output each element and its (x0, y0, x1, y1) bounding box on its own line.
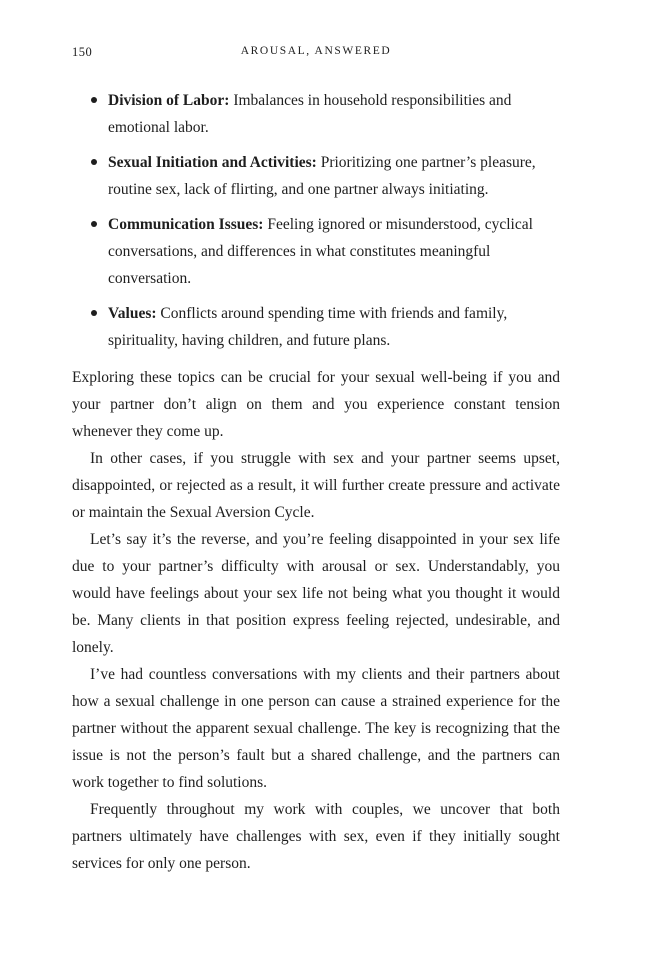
bullet-term: Sexual Initiation and Activities: (108, 154, 317, 171)
body-paragraph: Let’s say it’s the reverse, and you’re feeling disappointed in your sex life due to your partner’s difficulty with arousal or sex. Understandably, you would have feelings about your sex life not being what you thought it would be. Many clients in that position express feeling rejected, undesirable, and lonely. (72, 531, 560, 656)
page-body (72, 87, 560, 877)
bullet-item-sexual-initiation (72, 149, 560, 203)
body-paragraph: I’ve had countless conversations with my clients and their partners about how a sexual challenge in one person can cause a strained experience for the partner without the apparent sexual challenge. The key is recognizing that the issue is not the person’s fault but a shared challenge, and the partners can work together to find solutions. (72, 666, 560, 791)
bullet-item-values (72, 300, 560, 354)
body-paragraph: In other cases, if you struggle with sex and your partner seems upset, disappointed, or rejected as a result, it will further create pressure and activate or maintain the Sexual Aversion Cycle. (72, 450, 560, 521)
bullet-list (72, 87, 560, 354)
bullet-term: Values: (108, 305, 157, 322)
bullet-term: Division of Labor: (108, 92, 230, 109)
bullet-text: Conflicts around spending time with friends and family, spirituality, having children, and future plans. (108, 305, 508, 349)
bullet-item-division-of-labor (72, 87, 560, 141)
running-title: AROUSAL, ANSWERED (240, 45, 392, 57)
body-paragraph: Frequently throughout my work with couples, we uncover that both partners ultimately have challenges with sex, even if they initially sought services for only one person. (72, 801, 560, 872)
bullet-item-communication-issues (72, 211, 560, 292)
bullet-text: Imbalances in household responsibilities and emotional labor. (108, 92, 512, 136)
body-paragraph: Exploring these topics can be crucial for your sexual well-being if you and your partner don’t align on them and you experience constant tension whenever they come up. (72, 369, 560, 440)
bullet-text: Prioritizing one partner’s pleasure, routine sex, lack of flirting, and one partner always initiating. (108, 154, 536, 198)
page-header (72, 45, 560, 65)
bullet-term: Communication Issues: (108, 216, 264, 233)
bullet-dot-icon (91, 159, 97, 165)
bullet-dot-icon (91, 97, 97, 103)
bullet-dot-icon (91, 310, 97, 316)
page-number: 150 (72, 45, 93, 59)
bullet-dot-icon (91, 221, 97, 227)
bullet-text: Feeling ignored or misunderstood, cyclical conversations, and differences in what constitutes meaningful conversation. (108, 216, 533, 287)
